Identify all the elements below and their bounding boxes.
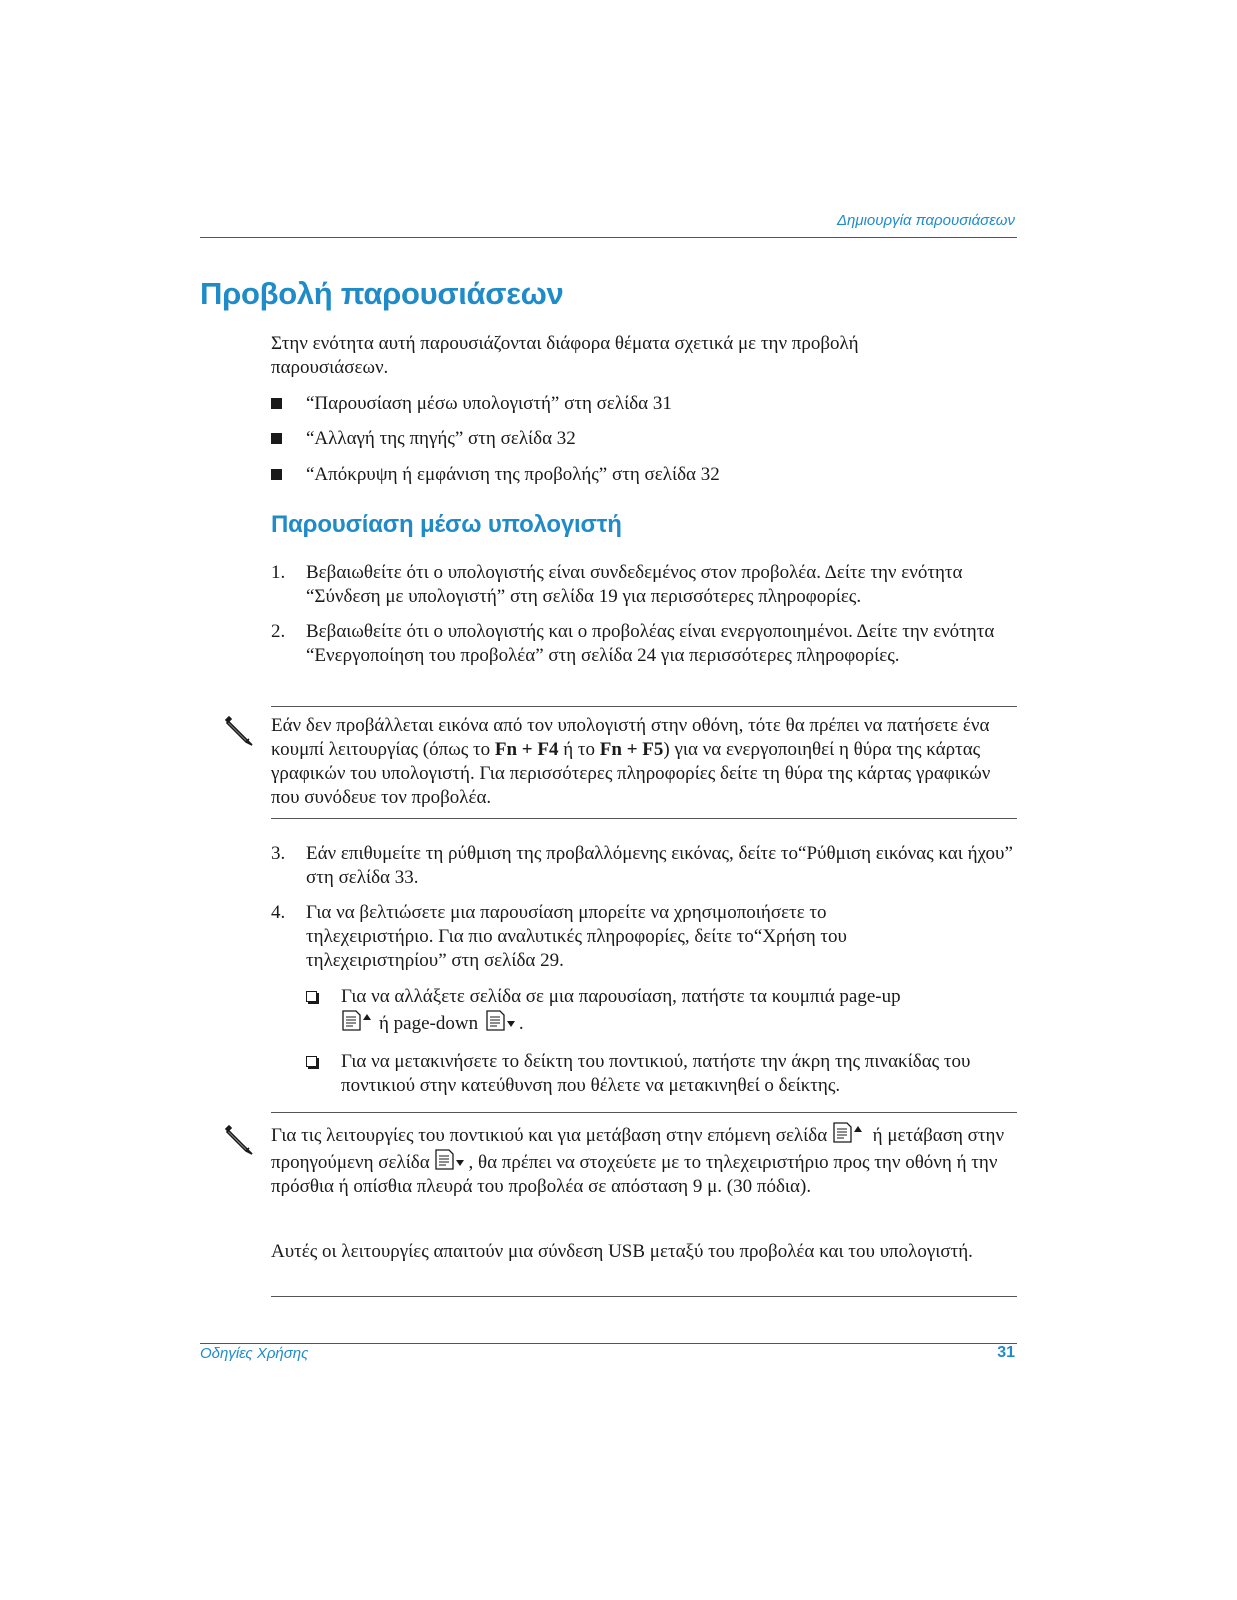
page-up-icon <box>832 1121 868 1143</box>
sub-step-text: ή page-down <box>379 1013 479 1034</box>
header-rule <box>200 237 1017 238</box>
note-text: ή το <box>558 739 600 760</box>
page-title: Προβολή παρουσιάσεων <box>200 276 564 311</box>
box-bullet-icon <box>306 1056 317 1067</box>
note-rule-bottom <box>271 818 1017 819</box>
step-text: Εάν επιθυμείτε τη ρύθμιση της προβαλλόμενης εικόνας, δείτε το“Ρύθμιση εικόνας και ήχου” στη σελίδα 33. <box>306 843 1013 888</box>
step-text: Βεβαιωθείτε ότι ο υπολογιστής και ο προβολέας είναι ενεργοποιημένοι. Δείτε την ενότητα “Ενεργοποίηση του προβολέα” στη σελίδα 24 για περισσότερες πληροφορίες. <box>306 621 995 666</box>
note-pencil-icon <box>222 714 256 748</box>
note-paragraph: Αυτές οι λειτουργίες απαιτούν μια σύνδεση USB μεταξύ του προβολέα και του υπολογιστή. <box>271 1241 973 1262</box>
step-number: 3. <box>271 843 286 864</box>
bullet-square <box>271 433 282 444</box>
page-down-icon <box>483 1009 519 1031</box>
note-rule-bottom <box>271 1296 1017 1297</box>
box-bullet-icon <box>306 991 317 1002</box>
note-text: ) για να ενεργοποιηθεί η θύρα της κάρτας γραφικών του υπολογιστή. Για περισσότερες πληροφορίες δείτε τη θύρα της κάρτας γραφικών που συνόδευε τον προβολέα. <box>271 739 991 808</box>
note-paragraph <box>271 1121 1011 1199</box>
note-text: Για τις λειτουργίες του ποντικιού και για μετάβαση στην επόμενη σελίδα <box>271 1125 828 1146</box>
note-text: , θα πρέπει να στοχεύετε με το τηλεχειριστήριο προς την οθόνη ή την πρόσθια ή οπίσθια πλευρά του προβολέα σε απόσταση 9 μ. (30 πόδια). <box>271 1152 998 1197</box>
section-title: Παρουσίαση μέσω υπολογιστή <box>271 511 622 538</box>
note-rule-top <box>271 1112 1017 1113</box>
note-text: ή μετάβαση στην προηγούμενη σελίδα <box>271 1125 1005 1173</box>
step-text: Για να βελτιώσετε μια παρουσίαση μπορείτε να χρησιμοποιήσετε το τηλεχειριστήριο. Για πιο αναλυτικές πληροφορίες, δείτε το“Χρήση του τηλεχειριστηρίου” στη σελίδα 29. <box>306 902 847 971</box>
note-pencil-icon <box>222 1123 256 1157</box>
page-number: 31 <box>997 1344 1015 1361</box>
sub-step-text: Για να αλλάξετε σελίδα σε μια παρουσίαση, πατήστε τα κουμπιά page-up <box>341 986 901 1007</box>
link-text[interactable]: “Απόκρυψη ή εμφάνιση της προβολής” στη σελίδα 32 <box>306 464 720 485</box>
sub-step-text: Για να μετακινήσετε το δείκτη του ποντικιού, πατήστε την άκρη της πινακίδας του ποντικιού στην κατεύθυνση που θέλετε να μετακινηθεί ο δείκτης. <box>341 1051 971 1096</box>
note-text: Εάν δεν προβάλλεται εικόνα από τον υπολογιστή στην οθόνη, τότε θα πρέπει να πατήσετε ένα κουμπί λειτουργίας (όπως το <box>271 715 990 760</box>
link-text[interactable]: “Παρουσίαση μέσω υπολογιστή” στη σελίδα 31 <box>306 393 672 414</box>
step-number: 2. <box>271 621 286 642</box>
bullet-square <box>271 469 282 480</box>
step-number: 4. <box>271 902 286 923</box>
step-text: Βεβαιωθείτε ότι ο υπολογιστής είναι συνδεδεμένος στον προβολέα. Δείτε την ενότητα “Σύνδεση με υπολογιστή” στη σελίδα 19 για περισσότερες πληροφορίες. <box>306 562 963 607</box>
page-down-icon <box>434 1148 468 1170</box>
sub-step-text: . <box>518 1013 524 1034</box>
footer-rule <box>200 1343 1017 1344</box>
intro-paragraph: Στην ενότητα αυτή παρουσιάζονται διάφορα θέματα σχετικά με την προβολή παρουσιάσεων. <box>271 333 859 378</box>
bullet-square <box>271 398 282 409</box>
running-header: Δημιουργία παρουσιάσεων <box>836 212 1015 229</box>
footer-manual-title: Οδηγίες Χρήσης <box>200 1345 309 1362</box>
key-combo: Fn + F4 <box>494 739 559 760</box>
link-text[interactable]: “Αλλαγή της πηγής” στη σελίδα 32 <box>306 428 576 449</box>
page-up-icon <box>341 1009 379 1031</box>
note-rule-top <box>271 706 1017 707</box>
key-combo: Fn + F5 <box>599 739 664 760</box>
note-paragraph <box>271 714 1016 810</box>
step-number: 1. <box>271 562 286 583</box>
